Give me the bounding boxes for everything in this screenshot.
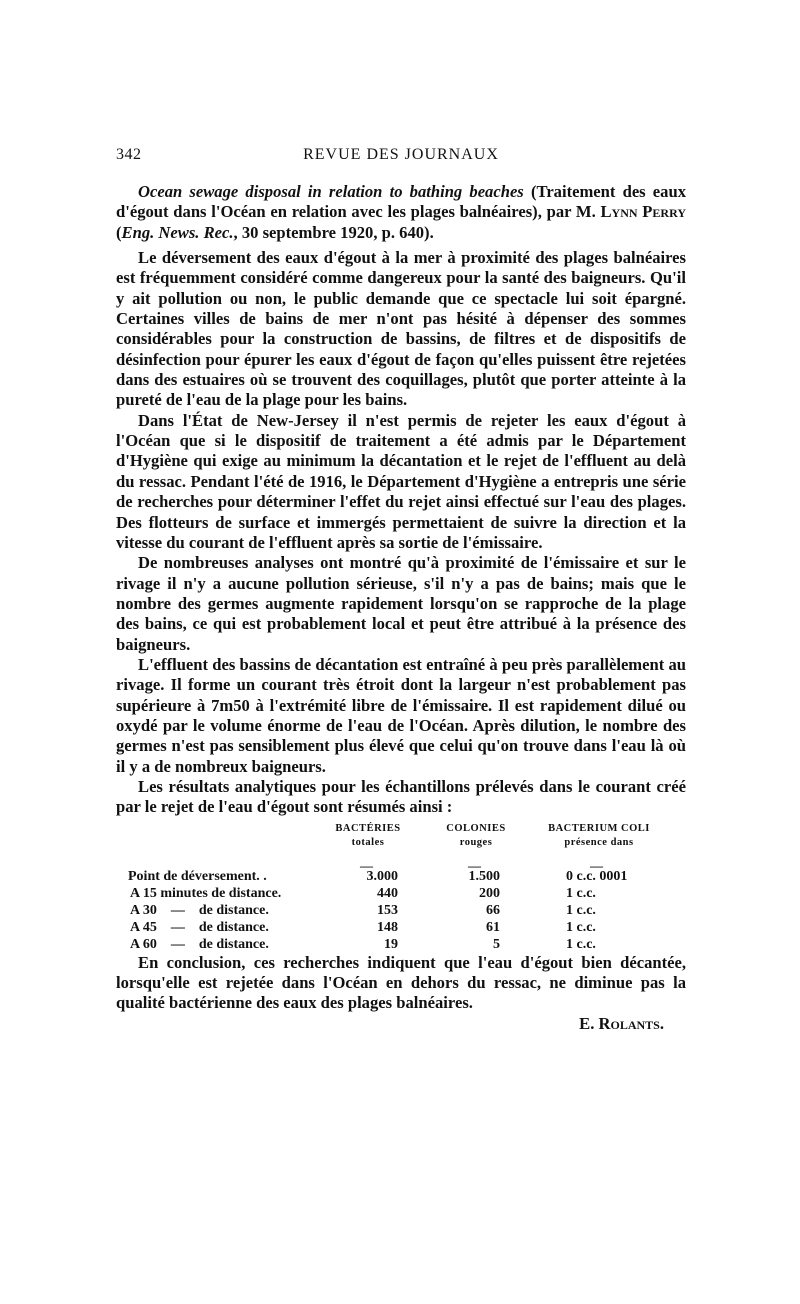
col-coli-line2: présence dans bbox=[564, 836, 634, 848]
col-colonies-header bbox=[434, 822, 518, 850]
row-colonies: 200 bbox=[479, 885, 500, 901]
article-title-french: (Traitement des eaux d'égout dans l'Océan en relation avec les plages balnéaires), par M. bbox=[116, 182, 686, 222]
row-colonies: 66 bbox=[486, 902, 500, 918]
conclusion-paragraph: En conclusion, ces recherches indiquent que l'eau d'égout bien décantée, lorsqu'elle est rejetée dans l'Océan en dehors du ressac, ne diminue pas la qualité bactérienne des eaux des plages balnéaires. bbox=[116, 952, 686, 1013]
row-coli: 1 c.c. bbox=[566, 936, 596, 952]
col-coli-line1: BACTERIUM COLI bbox=[548, 822, 650, 834]
table-row bbox=[116, 919, 686, 936]
paragraph-1: Le déversement des eaux d'égout à la mer à proximité des plages balnéaires est fréquemment considéré comme dangereux pour la santé des baigneurs. Qu'il y ait pollution ou non, le public demande que ce spectacle lui soit épargné. Certaines villes de bains de mer n'ont pas hésité à dépenser des sommes considérables pour la construction de bassins, de filtres et de dispositifs de désinfection pour épurer les eaux d'égout de façon qu'elles puissent être rejetées dans des estuaires où se trouvent des coquillages, plutôt que porter atteinte à la pureté de l'eau de la plage pour les bains. bbox=[116, 248, 686, 410]
table-row bbox=[116, 902, 686, 919]
table-row bbox=[116, 936, 686, 953]
row-label: A 45 — de distance. bbox=[130, 919, 269, 935]
article-title-paren: ( bbox=[116, 222, 122, 242]
row-coli: 1 c.c. bbox=[566, 902, 596, 918]
col-colonies-line2: rouges bbox=[459, 836, 493, 848]
row-label: Point de déversement. . bbox=[128, 868, 267, 884]
paragraph-5: Les résultats analytiques pour les échantillons prélevés dans le courant créé par le rejet de l'eau d'égout sont résumés ainsi : bbox=[116, 776, 686, 817]
row-label: A 30 — de distance. bbox=[130, 902, 269, 918]
article-citation-date: , 30 septembre 1920, p. 640). bbox=[233, 222, 434, 242]
row-label: A 15 minutes de distance. bbox=[130, 885, 282, 901]
signature: E. Rolants. bbox=[579, 1013, 664, 1033]
row-coli: 0 c.c. 0001 bbox=[566, 868, 628, 884]
article-title-english: Ocean sewage disposal in relation to bathing beaches bbox=[138, 182, 524, 201]
page-number: 342 bbox=[116, 146, 142, 163]
col-bacteries-line1: BACTÉRIES bbox=[335, 822, 401, 834]
row-bacteries: 153 bbox=[377, 902, 398, 918]
paragraph-2: Dans l'État de New-Jersey il n'est permis de rejeter les eaux d'égout à l'Océan que si le dispositif de traitement a été admis par le Département d'Hygiène qui exige au minimum la décantation et le rejet de l'effluent au delà du ressac. Pendant l'été de 1916, le Département d'Hygiène a entrepris une série de recherches pour déterminer l'effet du rejet ainsi effectué sur l'eau des plages. Des flotteurs de surface et immergés permettaient de suivre la direction et la vitesse du courant de l'effluent après sa sortie de l'émissaire. bbox=[116, 410, 686, 552]
page bbox=[116, 146, 686, 1034]
paragraph-3: De nombreuses analyses ont montré qu'à proximité de l'émissaire et sur le rivage il n'y a aucune pollution sérieuse, s'il n'y a pas de bains; mais que le nombre des germes augmente rapidement lorsqu'on se rapproche de la plage des bains, ce qui est probablement local et peut être attribué à la présence des baigneurs. bbox=[116, 553, 686, 654]
results-table bbox=[116, 822, 686, 953]
dash-col1: — bbox=[360, 857, 373, 873]
row-coli: 1 c.c. bbox=[566, 885, 596, 901]
row-colonies: 1.500 bbox=[468, 868, 500, 884]
dash-col2: — bbox=[468, 857, 481, 873]
col-bacteries-header bbox=[328, 822, 408, 850]
table-row bbox=[116, 868, 686, 885]
running-title: REVUE DES JOURNAUX bbox=[303, 146, 499, 163]
table-row bbox=[116, 885, 686, 902]
article-author: Lynn Perry bbox=[600, 202, 686, 222]
col-coli-header bbox=[532, 822, 666, 850]
article-title bbox=[116, 182, 686, 243]
article-body bbox=[116, 182, 686, 1034]
row-colonies: 61 bbox=[486, 919, 500, 935]
row-bacteries: 148 bbox=[377, 919, 398, 935]
table-header bbox=[116, 822, 686, 856]
row-label: A 60 — de distance. bbox=[130, 936, 269, 952]
row-coli: 1 c.c. bbox=[566, 919, 596, 935]
page-header bbox=[116, 146, 686, 170]
col-colonies-line1: COLONIES bbox=[446, 822, 506, 834]
article-source: Eng. News. Rec. bbox=[121, 222, 234, 242]
row-bacteries: 19 bbox=[384, 936, 398, 952]
row-bacteries: 3.000 bbox=[366, 868, 398, 884]
paragraph-4: L'effluent des bassins de décantation est entraîné à peu près parallèlement au rivage. Il forme un courant très étroit dont la largeur n'est probablement pas supérieure à 7m50 à l'extrémité libre de l'émissaire. Il est rapidement dilué ou oxydé par le volume énorme de l'eau de l'Océan. Après dilution, le nombre des germes n'est pas sensiblement plus élevé que celui qu'on trouve dans l'eau là où il y a de nombreux baigneurs. bbox=[116, 654, 686, 776]
dash-col3: — bbox=[590, 857, 603, 873]
row-colonies: 5 bbox=[493, 936, 500, 952]
row-bacteries: 440 bbox=[377, 885, 398, 901]
signature-line bbox=[116, 1014, 686, 1034]
table-header-dashes bbox=[116, 856, 686, 873]
col-bacteries-line2: totales bbox=[351, 836, 385, 848]
